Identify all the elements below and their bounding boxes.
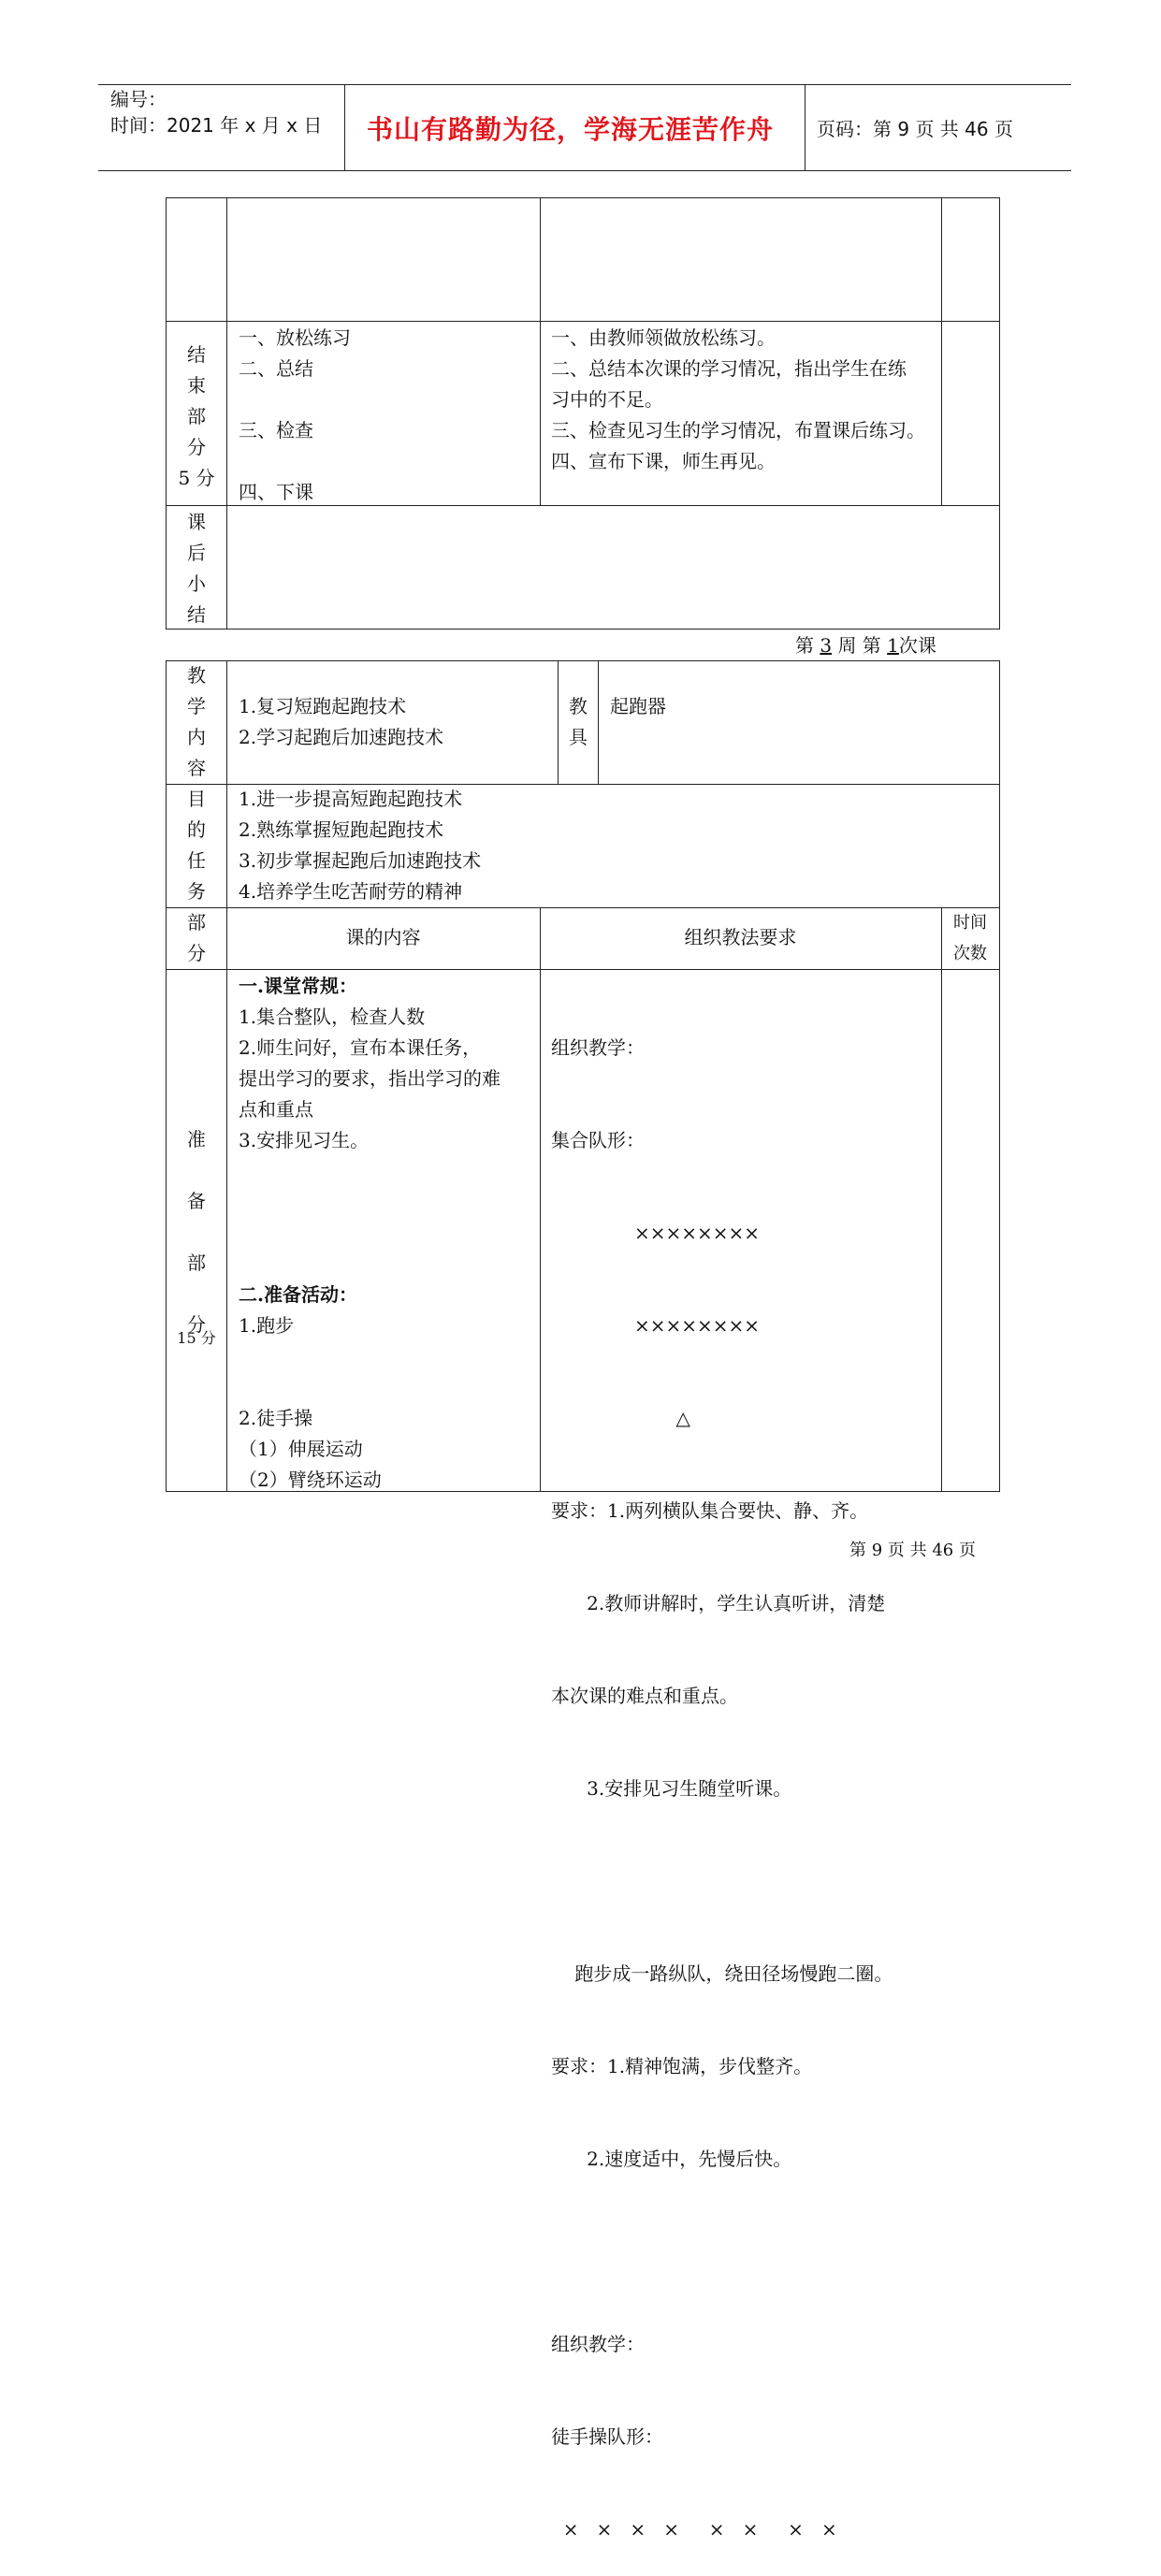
lesson-number: 1 — [887, 634, 899, 657]
week-number: 3 — [820, 634, 833, 657]
time-label: 时间：2021 年 x 月 x 日 — [110, 114, 323, 137]
header-motto: 书山有路勤为径，学海无涯苦作舟 — [367, 114, 775, 145]
equipment-value: 起跑器 — [610, 695, 666, 717]
header-meta — [110, 86, 322, 138]
end-section-label: 结 束 部 分 5 分 — [178, 343, 215, 489]
col-method-header: 组织教法要求 — [684, 926, 797, 948]
prep-method: 组织教学： 集合队形： ×××××××× ×××××××× △ 要求：1.两列横队集合要快、静、齐。 2.教师讲解时，学生认真听讲，清楚 本次课的难点和重点。 3.安排见习生随堂听课。 跑步成一路纵队，绕田径场慢跑二圈。 要求：1.精神饱满，步伐整齐。 2.速度适中，先慢后快。 组织教学： 徒手操队形： × × × × × × × × — [551, 1036, 893, 2540]
end-method: 一、由教师领做放松练习。 二、总结本次课的学习情况，指出学生在练 习中的不足。 三、检查见习生的学习情况，布置课后练习。 四、宣布下课，师生再见。 — [551, 326, 925, 472]
header-top-rule — [98, 84, 1071, 85]
summary-label: 课 后 小 结 — [187, 511, 206, 626]
content-label: 教 学 内 容 — [187, 664, 206, 779]
equipment-label: 教 具 — [569, 695, 588, 748]
serial-label: 编号： — [110, 88, 167, 110]
col-part-header: 部 分 — [187, 911, 206, 964]
col-content-header: 课的内容 — [345, 926, 421, 948]
goals-label: 目 的 任 务 — [187, 788, 206, 903]
content-items: 1.复习短跑起跑技术 2.学习起跑后加速跑技术 — [239, 695, 444, 748]
end-content: 一、放松练习 二、总结 三、检查 四、下课 — [239, 326, 351, 503]
header-bottom-rule — [98, 170, 1071, 171]
header-divider — [344, 84, 345, 170]
prep-minutes: 15 分 — [177, 1329, 216, 1347]
page-footer: 第 9 页 共 46 页 — [849, 1541, 976, 1560]
prep-section-label: 准 备 部 分 — [187, 1128, 206, 1336]
header-page-number: 页码：第 9 页 共 46 页 — [817, 118, 1013, 140]
week-lesson-line: 第 3 周 第 1次课 — [795, 634, 936, 657]
col-time-header: 时间 次数 — [953, 913, 987, 963]
goals-list: 1.进一步提高短跑起跑技术 2.熟练掌握短跑起跑技术 3.初步掌握起跑后加速跑技术 4.培养学生吃苦耐劳的精神 — [239, 788, 482, 903]
prep-content: 一.课堂常规： 1.集合整队，检查人数 2.师生问好，宣布本课任务， 提出学习的要求，指出学习的难 点和重点 3.安排见习生。 二.准备活动： 1.跑步 2.徒手操 （1）伸展运动 （2）臂绕环运动 — [239, 975, 501, 1491]
